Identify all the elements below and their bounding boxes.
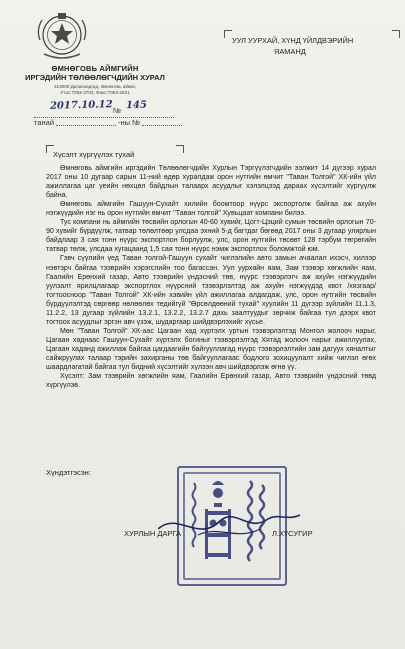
paragraph: Мөн "Таван Толгой" ХК-ааc Цагаан хад хүртэлх уртын тээвэрлэлтэд Монгол жолооч нарыг, Цагаан хаднаас Гашуун-Сухайт хүртэлх богиныг тээвэрлэлтэд Хятад жолооч нарыг ажиллуулах, Цагаан хаданд ажиллаж байгаа цагдаагийн байгууллагад нүүрс тээвэрлэлтийн зам дагуух хяналтыг сайжруулах талаар тэрийн захирганы төв байгууллагаас бодлого зохицуулалт хийж чиглэл өгөх шаардлагатай байгаа тул бидний хүсэлтийг хүлээн авч шийдвэрлэж өгнө үү. [46, 327, 376, 372]
paragraph: Хүсэлт: Зам тээврийн хөгжлийн яам, Гаалийн Ерөнхий газар, Авто тээврийн үндэсний төвд хүргүүлэв. [46, 373, 376, 390]
recipient-block [232, 36, 392, 57]
to-label: танай [34, 118, 55, 127]
letterhead-org-line1: ӨМНӨГОВЬ АЙМГИЙН [51, 64, 139, 73]
letter-body [46, 164, 376, 390]
letterhead-address [20, 84, 170, 95]
paragraph: Өмнөговь аймгийн иргэдийн Төлөөлөгчдийн Хурлын Тэргүүлэгчдийн ээлжит 14 дүгээр хурал 2017 оны 10 дугаар сарын 11-ний өдөр хуралдаж орон нутгийн өмчит "Таван Толгой" ХК-ийн үйл ажиллагаа цаг үеийн нөхцөл байдлын талаарх асуудлыг хэлэлцээд дараах хүсэлтийг хүргүүлж байна. [46, 165, 376, 200]
subject-bracket-right [176, 145, 184, 153]
closing-label: Хүндэтгэсэн: [46, 468, 91, 477]
state-emblem-icon [30, 10, 94, 64]
recipient-line2: ЯАМАНД [274, 46, 306, 56]
letterhead-org-line2: ИРГЭДИЙН ТӨЛӨӨЛӨГЧДИЙН ХУРАЛ [25, 73, 165, 82]
number-label: № [113, 106, 122, 115]
recipient-bracket-left [224, 30, 232, 38]
to-line [56, 125, 116, 126]
to-no-label: -ны № [118, 118, 141, 127]
signer-position: ХУРЛЫН ДАРГА [124, 529, 182, 538]
paragraph: Гэвч сүүлийн үед Таван толгой-Гашуун сухайт чиглэлийн авто замын ачаалал ихэсч, хилээр нэвтэрч байгаа тээврийн хэрэгслийн тоо багассан. Уул уурхайн яам, Зам тээвэр хөгжлийн яам, Гаалийн Ерөнхий газар, Авто тээврийн үндэсний төв, нүүрс тээвэрлэгч аж ахуйн нэгжүүдийн уулзалт ярилцлагаар экспортлох нүүрсний тээвэрлэлтэд аж ахуйн нэгжүүдэд квот /хязгаар/ тогтоосноор "Таван Толгой" ХК-ийн хэвийн үйл ажиллагаа алдагдаж, улс, орон нутгийн төсвийн бүрдүүлэлтэд сөргөөр нөлөөлөх тедийгүй "Өрсөлдөөний тухай" хуулийн 11 дүгээр зүйлийн 11.1.3, 11.2.2, 13 дугаар зүйлийн 13.2.1, 13.2.2, 13.2.7 дахь заалтуудыг зөрчиж байгаа тул дээрх квот тогтоох асуудлыг эргэн авч үзэж, шударгаар шийдвэрлэхийг хүсье. [46, 255, 376, 326]
subject: Хүсэлт хүргүүлэх тухай [53, 150, 135, 159]
address-line1: 213000 Даланзадгад, Өмнөговь аймаг, [53, 84, 137, 89]
official-seal-stamp [158, 463, 306, 593]
number-handwritten: 145 [125, 99, 148, 112]
recipient-bracket-right [392, 30, 400, 38]
signer-name: Л.ХҮСУГИР [272, 529, 313, 538]
address-line2: Утас:7053-3704, Факс:7053-2621 [60, 89, 130, 95]
paragraph: Тус компани нь аймгийн төсвийн орлогын 40-60 хувийг, Цогт-Цэций сумын төсвийн орлогын 70-90 хувийг бүрдүүлж, татвар төлөлтөөр улсдаа эхний 5-д багтдаг бөгөөд 2017 оны 3 дугаар улирлын байдлаар 3 сая тонн нүүрс экспортлон борлуулж, улс, орон нутгийн төсөвт 128 тэрбум төгрөгийн татвар төлж, улсдаа хугацаанд 1,5 сая тонн нүүрс нэмж экспортлох боломжтой юм. [46, 219, 376, 254]
recipient-line1: УУЛ УУРХАЙ, ХҮНД ҮЙЛДВЭРИЙН [232, 36, 354, 45]
date-handwritten: 2017.10.12 [49, 99, 113, 112]
paragraph: Өмнөговь аймгийн Гашуун-Сухайт хилийн боомтоор нүүрс экспортолж байгаа аж ахуйн нэгжүүдийн нэг нь орон нутгийн өмчит "Таван толгой" Хувьцаат компани билээ. [46, 201, 376, 218]
to-no-line [142, 125, 182, 126]
